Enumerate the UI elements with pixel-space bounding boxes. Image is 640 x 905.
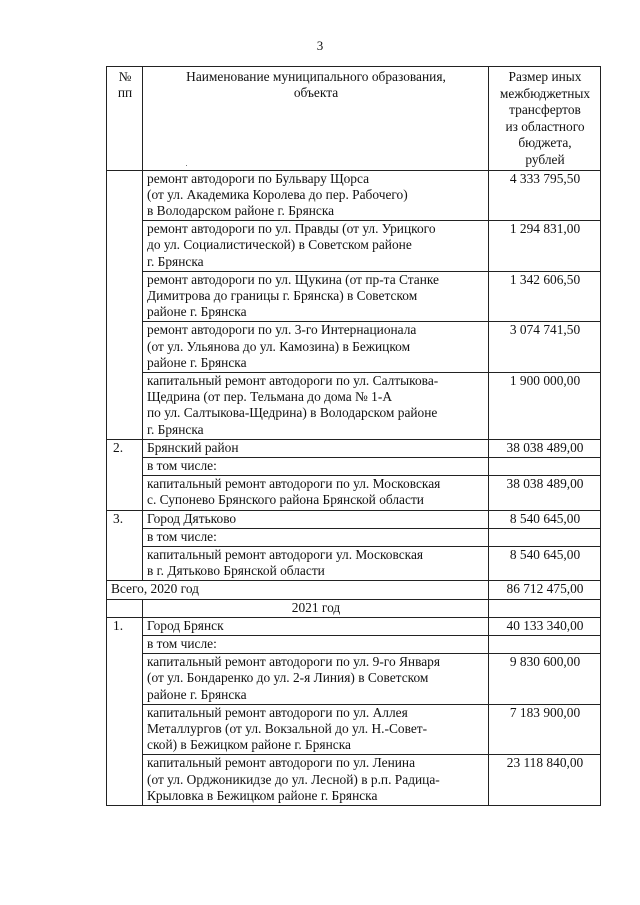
row-amount: 8 540 645,00	[489, 510, 601, 528]
year-label: 2021 год	[143, 599, 489, 617]
row-number	[107, 373, 143, 440]
table-row	[107, 476, 601, 510]
total-label: Всего, 2020 год	[107, 581, 489, 599]
row-number: 3.	[107, 510, 143, 528]
header-number: № пп	[107, 67, 143, 171]
row-name: в том числе:	[143, 528, 489, 546]
row-name: Город Дятьково	[143, 510, 489, 528]
total-row	[107, 581, 601, 599]
table-row	[107, 221, 601, 272]
year-row	[107, 599, 601, 617]
row-amount: 8 540 645,00	[489, 547, 601, 581]
table-row	[107, 704, 601, 755]
row-name: капитальный ремонт автодороги по ул. Аллея Металлургов (от ул. Вокзальной до ул. Н.-Совет- ской) в Бежицком районе г. Брянска	[143, 704, 489, 755]
row-amount: 1 294 831,00	[489, 221, 601, 272]
table-row	[107, 322, 601, 373]
table-row	[107, 458, 601, 476]
row-number: 2.	[107, 439, 143, 457]
page-number: 3	[316, 38, 324, 53]
row-name: ремонт автодороги по ул. Правды (от ул. Урицкого до ул. Социалистической) в Советском районе г. Брянска	[143, 221, 489, 272]
table-header-row	[107, 67, 601, 171]
row-name: ремонт автодороги по ул. 3-го Интернационала (от ул. Ульянова до ул. Камозина) в Бежицком районе г. Брянска	[143, 322, 489, 373]
row-name: Город Брянск	[143, 617, 489, 635]
row-amount	[489, 636, 601, 654]
row-name: капитальный ремонт автодороги по ул. Московская с. Супонево Брянского района Брянской области	[143, 476, 489, 510]
row-amount: 1 342 606,50	[489, 271, 601, 322]
row-number	[107, 476, 143, 510]
row-name: в том числе:	[143, 458, 489, 476]
row-name: ремонт автодороги по Бульвару Щорса (от ул. Академика Королева до пер. Рабочего) в Володарском районе г. Брянска	[143, 170, 489, 221]
table-row	[107, 510, 601, 528]
table-row	[107, 439, 601, 457]
header-amount: Размер иных межбюджетных трансфертов из областного бюджета, рублей	[489, 67, 601, 171]
row-number	[107, 322, 143, 373]
row-number	[107, 458, 143, 476]
table-row	[107, 528, 601, 546]
row-name: капитальный ремонт автодороги по ул. Ленина (от ул. Орджоникидзе до ул. Лесной) в р.п. Радица- Крыловка в Бежицком районе г. Брянска	[143, 755, 489, 806]
row-number: 1.	[107, 617, 143, 635]
table-row	[107, 271, 601, 322]
table-row	[107, 636, 601, 654]
table-row	[107, 170, 601, 221]
row-amount: 1 900 000,00	[489, 373, 601, 440]
table-row	[107, 617, 601, 635]
row-name: капитальный ремонт автодороги ул. Московская в г. Дятьково Брянской области	[143, 547, 489, 581]
row-amount: 4 333 795,50	[489, 170, 601, 221]
row-amount: 7 183 900,00	[489, 704, 601, 755]
row-amount: 38 038 489,00	[489, 476, 601, 510]
row-amount	[489, 528, 601, 546]
row-amount: 23 118 840,00	[489, 755, 601, 806]
row-number	[107, 547, 143, 581]
row-number	[107, 271, 143, 322]
row-name: капитальный ремонт автодороги по ул. 9-го Января (от ул. Бондаренко до ул. 2-я Линия) в Советском районе г. Брянска	[143, 654, 489, 705]
row-number	[107, 528, 143, 546]
header-name: Наименование муниципального образования, объекта	[143, 67, 489, 171]
table-row	[107, 654, 601, 705]
table-row	[107, 547, 601, 581]
transfers-table	[106, 66, 601, 806]
row-amount	[489, 458, 601, 476]
total-amount: 86 712 475,00	[489, 581, 601, 599]
row-number	[107, 654, 143, 705]
row-name: в том числе:	[143, 636, 489, 654]
row-name: ремонт автодороги по ул. Щукина (от пр-та Станке Димитрова до границы г. Брянска) в Советском районе г. Брянска	[143, 271, 489, 322]
row-amount: 40 133 340,00	[489, 617, 601, 635]
row-number	[107, 636, 143, 654]
year-empty-cell	[107, 599, 143, 617]
row-amount: 3 074 741,50	[489, 322, 601, 373]
row-amount: 38 038 489,00	[489, 439, 601, 457]
row-number	[107, 221, 143, 272]
year-empty-amount	[489, 599, 601, 617]
row-number	[107, 170, 143, 221]
row-number	[107, 755, 143, 806]
row-name: Брянский район	[143, 439, 489, 457]
row-number	[107, 704, 143, 755]
table-row	[107, 755, 601, 806]
row-amount: 9 830 600,00	[489, 654, 601, 705]
row-name: капитальный ремонт автодороги по ул. Салтыкова- Щедрина (от пер. Тельмана до дома № 1-А по ул. Салтыкова-Щедрина) в Володарском районе г. Брянска	[143, 373, 489, 440]
table-row	[107, 373, 601, 440]
